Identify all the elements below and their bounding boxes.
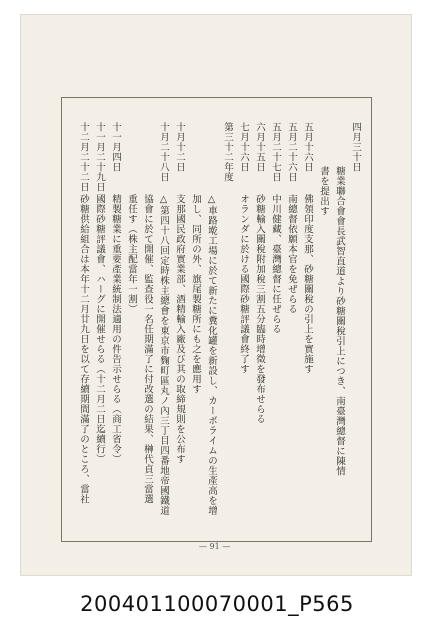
entry-text: 佛領印度支那、砂糖關稅の引上を實施す xyxy=(302,194,313,374)
image-caption: 200401100070001_P565 xyxy=(80,592,354,616)
entry-date: 十月二十八日 xyxy=(158,122,169,182)
entry-date: 五月二十七日 xyxy=(270,122,281,182)
entry-text: 精製糖業に重要產業統制法適用の件告示せらる（商工省令） xyxy=(110,194,121,464)
fiscal-year-heading: 第三十二年度 xyxy=(222,122,233,182)
entry-text: 砂糖供給組合は本年十二月廿九日を以て存續期間滿了のところ、當社 xyxy=(78,194,89,504)
entry-date: 五月十六日 xyxy=(302,122,313,172)
entry-text: 砂糖輸入關稅附加稅三割五分臨時增徵を發布せらる xyxy=(254,194,265,424)
entry-date: 五月二十六日 xyxy=(286,122,297,182)
entry-text: 支那國民政府實業部、酒精輸入廠及び其の取締規則を公布す xyxy=(174,194,185,464)
entry-date: 十月十二日 xyxy=(174,122,185,172)
entry-text: 國際砂糖評議會、ハーグに開催せらる（十二月二日迄續行） xyxy=(94,194,105,464)
entry-date: 十一月二十九日 xyxy=(94,122,105,192)
entry-text: 南總督依願本官を免ぜらる xyxy=(286,194,297,314)
entry-text: 協會に於て開催、監查役一名任期滿了に付改選の結果、榊代貞三當選 xyxy=(142,194,153,504)
book-page xyxy=(20,14,412,576)
entry-text: △車路墘工場に於て新たに糞化罐を新設し、カーボライムの生產高を增 xyxy=(206,194,217,516)
entry-text: 重任す（株主配當年一割） xyxy=(126,194,137,314)
entry-date: 四月三十日 xyxy=(350,122,361,172)
entry-text: オランダに於ける國際砂糖評議會終了す xyxy=(238,194,249,374)
text-frame xyxy=(61,97,372,542)
entry-date: 七月十六日 xyxy=(238,122,249,172)
entry-text: △第四十八回定時株主總會を東京市麴町區丸ノ內三丁目四番地帝國鐵道 xyxy=(158,194,169,516)
entry-date: 十一月四日 xyxy=(110,122,121,172)
entry-text: 中川健藏、臺灣總督に任ぜらる xyxy=(270,194,281,334)
entry-text: 書を提出す xyxy=(318,166,329,216)
entry-text: 糖業聯合會會長武智直道より砂糖關稅引上につき、南臺灣總督に陳情 xyxy=(334,166,345,476)
entry-date: 十二月二十二日 xyxy=(78,122,89,192)
entry-date: 六月十五日 xyxy=(254,122,265,172)
entry-text: 加し、同所の外、旗尾製糖所にも之を應用す xyxy=(190,194,201,394)
page-number: — 91 — xyxy=(199,542,231,551)
